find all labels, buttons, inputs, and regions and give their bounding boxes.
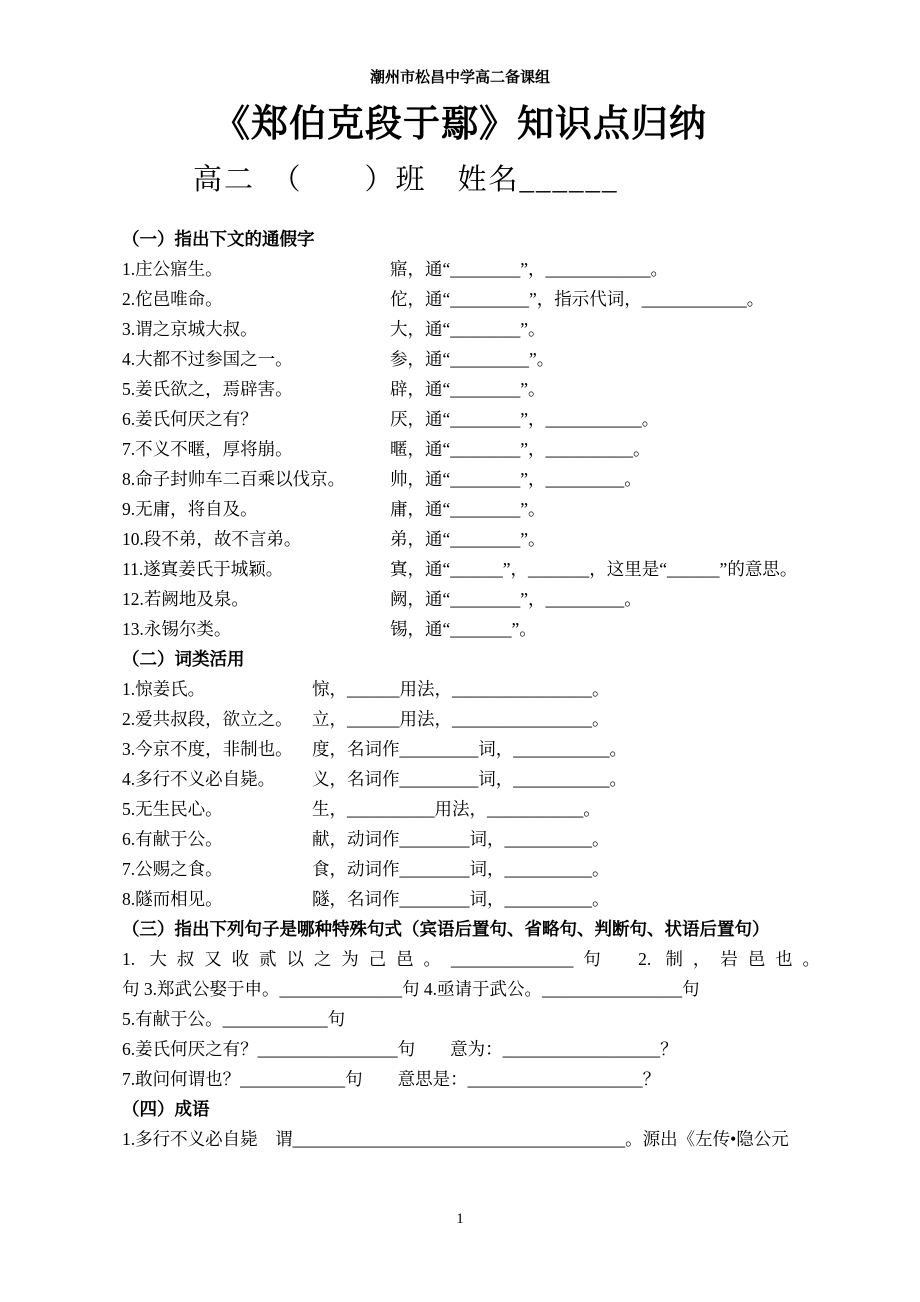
- question-text: 5.姜氏欲之，焉辟害。: [122, 379, 293, 399]
- answer-blank: 度，名词作_________词，___________。: [312, 739, 627, 759]
- question-text: 11.遂寘姜氏于城颖。: [122, 559, 284, 579]
- tongjiazi-line: [122, 584, 820, 614]
- question-text: 6.有献于公。: [122, 829, 223, 849]
- answer-blank: 佗，通“_________”，指示代词，____________。: [390, 289, 765, 309]
- huoyong-line: [122, 794, 820, 824]
- question-text: 9.无庸，将自及。: [122, 499, 258, 519]
- question-text: 7.公赐之食。: [122, 859, 223, 879]
- section2-heading: （二）词类活用: [122, 649, 245, 669]
- answer-blank: 立，______用法，________________。: [312, 709, 610, 729]
- huoyong-line: [122, 884, 820, 914]
- huoyong-line: [122, 824, 820, 854]
- subtitle-text: 高二 （ ）班 姓名: [193, 164, 520, 196]
- section4-heading: （四）成语: [122, 1099, 210, 1119]
- question-text: 5.无生民心。: [122, 799, 223, 819]
- question-text: 8.命子封帅车二百乘以伐京。: [122, 469, 346, 489]
- juxing-line: 6.姜氏何厌之有？________________句 意为：__________________？: [122, 1039, 678, 1059]
- tongjiazi-line: [122, 374, 820, 404]
- tongjiazi-line: [122, 524, 820, 554]
- tongjiazi-line: [122, 494, 820, 524]
- section3-heading: （三）指出下列句子是哪种特殊句式（宾语后置句、省略句、判断句、状语后置句）: [122, 919, 770, 939]
- answer-blank: 参，通“_________”。: [390, 349, 555, 369]
- huoyong-line: [122, 764, 820, 794]
- huoyong-line: [122, 704, 820, 734]
- answer-blank: 辟，通“________”。: [390, 379, 546, 399]
- answer-blank: 食，动词作________词，__________。: [312, 859, 610, 879]
- question-text: 10.段不弟，故不言弟。: [122, 529, 302, 549]
- section2-list: [122, 674, 820, 914]
- section1-heading: （一）指出下文的通假字: [122, 229, 315, 249]
- answer-blank: 寤，通“________”，____________。: [390, 259, 669, 279]
- answer-blank: 义，名词作_________词，___________。: [312, 769, 627, 789]
- question-text: 3.今京不度，非制也。: [122, 739, 293, 759]
- tongjiazi-line: [122, 554, 820, 584]
- answer-blank: 厌，通“________”，___________。: [390, 409, 660, 429]
- question-text: 2.佗邑唯命。: [122, 289, 223, 309]
- answer-blank: 锡，通“_______”。: [390, 619, 537, 639]
- question-text: 4.大都不过参国之一。: [122, 349, 293, 369]
- tongjiazi-line: [122, 314, 820, 344]
- answer-blank: 庸，通“________”。: [390, 499, 546, 519]
- section3-list: [122, 944, 820, 1094]
- huoyong-line: [122, 854, 820, 884]
- answer-blank: 阙，通“________”，_________。: [390, 589, 642, 609]
- question-text: 8.隧而相见。: [122, 889, 223, 909]
- tongjiazi-line: [122, 254, 820, 284]
- section4-list: [122, 1124, 820, 1154]
- answer-blank: 暱，通“________”，__________。: [390, 439, 651, 459]
- answer-blank: 隧，名词作________词，__________。: [312, 889, 610, 909]
- tongjiazi-line: [122, 464, 820, 494]
- question-text: 1.庄公寤生。: [122, 259, 223, 279]
- huoyong-line: [122, 674, 820, 704]
- tongjiazi-line: [122, 614, 820, 644]
- juxing-line: 1. 大叔又收贰以之为己邑。______________句 2. 制，岩邑也。: [122, 949, 820, 969]
- juxing-line: 句 3.郑武公娶于申。______________句 4.亟请于武公。________________句: [122, 979, 700, 999]
- question-text: 3.谓之京城大叔。: [122, 319, 258, 339]
- answer-blank: 帅，通“________”，_________。: [390, 469, 642, 489]
- school-header: 潮州市松昌中学高二备课组: [369, 70, 550, 86]
- juxing-line: 5.有献于公。____________句: [122, 1009, 346, 1029]
- name-blank: ______: [519, 164, 619, 196]
- juxing-line: 7.敢问何谓也？____________句 意思是：____________________？: [122, 1069, 661, 1089]
- question-text: 1.惊姜氏。: [122, 679, 206, 699]
- answer-blank: 大，通“________”。: [390, 319, 546, 339]
- answer-blank: 生，__________用法，___________。: [312, 799, 601, 819]
- tongjiazi-line: [122, 344, 820, 374]
- question-text: 2.爱共叔段，欲立之。: [122, 709, 293, 729]
- class-name-line: [193, 160, 920, 200]
- tongjiazi-line: [122, 284, 820, 314]
- chengyu-line: 1.多行不义必自毙 谓______________________________________。源出《左传•隐公元: [122, 1129, 789, 1149]
- answer-blank: 弟，通“________”。: [390, 529, 546, 549]
- question-text: 13.永锡尔类。: [122, 619, 232, 639]
- answer-blank: 寘，通“______”，_______，这里是“______”的意思。: [390, 559, 798, 579]
- document-title: 《郑伯克段于鄢》知识点归纳: [213, 104, 707, 145]
- huoyong-line: [122, 734, 820, 764]
- answer-blank: 惊，______用法，________________。: [312, 679, 610, 699]
- page-number: 1: [456, 1211, 464, 1227]
- question-text: 4.多行不义必自毙。: [122, 769, 276, 789]
- worksheet-body: [122, 224, 820, 1154]
- tongjiazi-line: [122, 434, 820, 464]
- answer-blank: 献，动词作________词，__________。: [312, 829, 610, 849]
- question-text: 6.姜氏何厌之有？: [122, 409, 258, 429]
- tongjiazi-line: [122, 404, 820, 434]
- section1-list: [122, 254, 820, 644]
- question-text: 7.不义不暱，厚将崩。: [122, 439, 293, 459]
- question-text: 12.若阙地及泉。: [122, 589, 249, 609]
